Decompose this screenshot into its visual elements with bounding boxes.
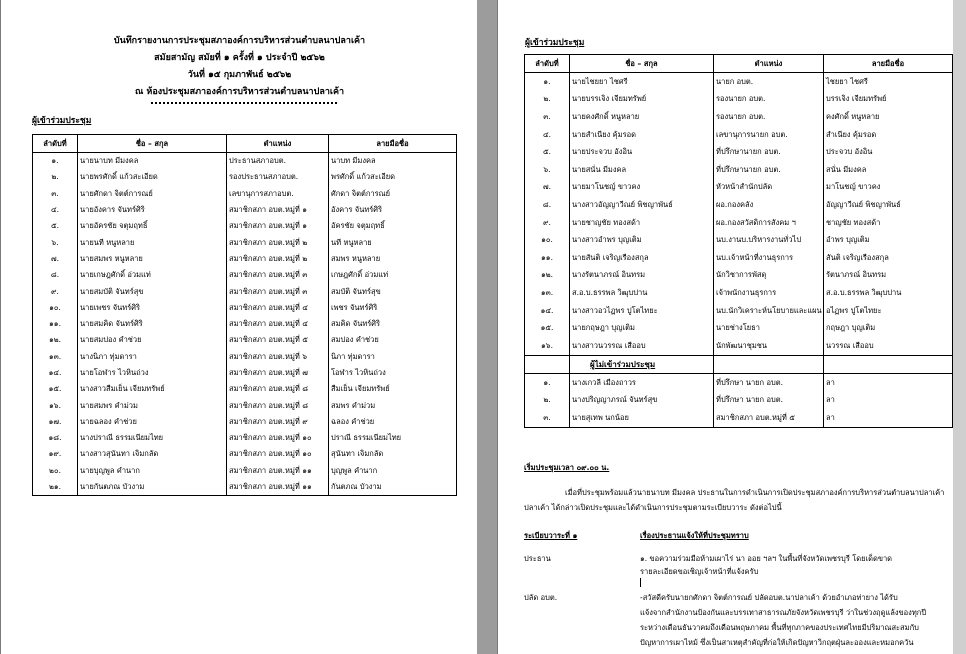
cell-position: สมาชิกสภา อบต.หมู่ที่ ๓ [227, 267, 329, 283]
table-row [33, 349, 457, 365]
cell-signature: พรศักดิ์ แก้วสะเอียด [329, 169, 457, 185]
cell-name: นายสำเนียง คุ้มรอด [570, 126, 714, 144]
cell-no: ๑. [33, 153, 78, 170]
cell-name: นายมาโนชญ์ ขาวคง [570, 179, 714, 197]
table-row [525, 337, 953, 355]
absent-label: ผู้ไม่เข้าร่วมประชุม [590, 359, 656, 369]
cell-name: นางสาวอัญญาวีณย์ พิชญาพันธ์ [570, 196, 714, 214]
cell-signature: สมบัติ จันทร์สุข [329, 283, 457, 299]
table-row [33, 381, 457, 397]
cell-no: ๓. [525, 108, 570, 126]
cell-position: สมาชิกสภา อบต.หมู่ที่ ๑๑ [227, 479, 329, 496]
cell-position: ที่ปรึกษา นายก อบต. [714, 392, 824, 410]
table-row [525, 143, 953, 161]
council-members-table [32, 134, 457, 496]
cell-signature: สนั่น มีมงคล [824, 161, 953, 179]
col-header-no: ลำดับที่ [525, 55, 570, 73]
table-row [525, 374, 953, 392]
cell-name: นางรัตนาภรณ์ อินทรม [570, 267, 714, 285]
cell-signature: ประจวบ อังอิน [824, 143, 953, 161]
attendees-label: ผู้เข้าร่วมประชุม [32, 116, 92, 126]
absentees-body [525, 374, 953, 428]
table-row [525, 91, 953, 109]
cell-position: เลขานุการสภาอบต. [227, 186, 329, 202]
cell-position: หัวหน้าสำนักปลัด [714, 179, 824, 197]
cell-no: ๒. [525, 392, 570, 410]
cell-no: ๑๒. [33, 332, 78, 348]
cell-no: ๔. [525, 126, 570, 144]
page-gap [477, 0, 497, 654]
cell-no: ๗. [525, 179, 570, 197]
table-row [33, 267, 457, 283]
table-row [33, 479, 457, 496]
cell-position: ที่ปรึกษานายก อบต. [714, 143, 824, 161]
table-row [525, 214, 953, 232]
table-row [525, 73, 953, 91]
table-row [525, 267, 953, 285]
cell-no: ๑๔. [525, 302, 570, 320]
speaker-chairman: ประธาน [524, 554, 551, 563]
cell-signature: มาโนชญ์ ขาวคง [824, 179, 953, 197]
cell-name: นายบรรเจิง เจียมทรัพย์ [570, 91, 714, 109]
table-row [33, 316, 457, 332]
absent-section [525, 355, 953, 374]
deputy-line-4: ปัญหาการเผาไหม้ ซึ่งเป็นสาเหตุสำคัญที่ก่อให้เกิดปัญหาวิกฤตฝุ่นละอองและหมอกควัน [640, 638, 914, 647]
cell-name: ส.อ.บ.ธรรพล วิฒุบปาน [570, 284, 714, 302]
table-row [33, 414, 457, 430]
cell-no: ๒๐. [33, 463, 78, 479]
cell-position: สมาชิกสภา อบต.หมู่ที่ ๑ [227, 218, 329, 234]
cell-position: ประธานสภาอบต. [227, 153, 329, 170]
col-header-signature: ลายมือชื่อ [329, 135, 457, 153]
cell-no: ๕. [525, 143, 570, 161]
table-row [525, 126, 953, 144]
cell-position: นายช่างโยธา [714, 319, 824, 337]
cell-name: นายชาญชัย ทองสด้า [570, 214, 714, 232]
cell-name: นางสาวนวรรณ เสืออบ [570, 337, 714, 355]
cell-signature: สำเนียง คุ้มรอด [824, 126, 953, 144]
cell-name: นายสมพร คำม่วม [78, 397, 227, 413]
table-row [525, 179, 953, 197]
cell-position: สมาชิกสภา อบต.หมู่ที่ ๘ [227, 397, 329, 413]
cell-name: นายบุญพูล คำนาก [78, 463, 227, 479]
cell-signature: อไฏพร ปูโตไทยะ [824, 302, 953, 320]
col-header-no: ลำดับที่ [33, 135, 78, 153]
cell-position: ผอ.กองสวัสดิการสังคม ฯ [714, 214, 824, 232]
cell-signature: สมพร หนูหลาย [329, 251, 457, 267]
speaker-deputy: ปลัด อบต. [524, 593, 558, 602]
cell-position: นบ.งานบ.บริหารงานทั่วไป [714, 231, 824, 249]
cell-no: ๘. [525, 196, 570, 214]
cell-signature: นวรรณ เสืออบ [824, 337, 953, 355]
cell-no: ๑๑. [33, 316, 78, 332]
table-row [33, 397, 457, 413]
cell-position: เลขานุการนายก อบต. [714, 126, 824, 144]
table-row [525, 161, 953, 179]
cell-position: รองนายก อบต. [714, 91, 824, 109]
cell-signature: กฤษฎา บุญเติม [824, 319, 953, 337]
table-header-row [33, 135, 457, 153]
deputy-line-2: แจ้งจากสำนักงานป้องกันและบรรเทาสาธารณภัยจังหวัดเพชรบุรี ว่าในช่วงฤดูแล้งของทุกปี [640, 608, 927, 617]
cell-signature: อัครชัย จตุมฤทธิ์ [329, 218, 457, 234]
cell-no: ๒๑. [33, 479, 78, 496]
cell-name: นางนิภา ทุ่มดารา [78, 349, 227, 365]
cell-no: ๒. [33, 169, 78, 185]
cell-signature: อัญญาวีณย์ พิชญาพันธ์ [824, 196, 953, 214]
cell-no: ๑๑. [525, 249, 570, 267]
cell-no: ๑๘. [33, 430, 78, 446]
cell-position: รองนายก อบต. [714, 108, 824, 126]
table-row [525, 196, 953, 214]
col-header-name: ชื่อ – สกุล [78, 135, 227, 153]
cell-no: ๑๔. [33, 365, 78, 381]
cell-name: นายสมพร หนูหลาย [78, 251, 227, 267]
cell-name: นางเกวลี เมืองถาวร [570, 374, 714, 392]
cell-no: ๙. [33, 283, 78, 299]
deputy-line-3: ระหว่างเดือนธันวาคมถึงเดือนพฤษภาคม พื้นที่ทุกภาคของประเทศไทยมีปริมาณสะสมกับ [640, 623, 919, 632]
cell-name: นางสาวอวไฏพร ปูโตไทยะ [570, 302, 714, 320]
cell-no: ๑๕. [525, 319, 570, 337]
cell-name: นายสันติ เจริญเรืองสกุล [570, 249, 714, 267]
table-row [525, 409, 953, 427]
cell-name: นายเพชร จันทร์ศิริ [78, 300, 227, 316]
table-row [525, 231, 953, 249]
cell-no: ๘. [33, 267, 78, 283]
cell-position: สมาชิกสภา อบต.หมู่ที่ ๙ [227, 414, 329, 430]
executives-table [524, 54, 953, 428]
cell-no: ๕. [33, 218, 78, 234]
cell-signature: นาบท มีมงคล [329, 153, 457, 170]
cell-signature: สันติ เจริญเรืองสกุล [824, 249, 953, 267]
executives-body [525, 73, 953, 356]
cell-no: ๒. [525, 91, 570, 109]
cell-name: นายโอฬาร ไวหินถ่วง [78, 365, 227, 381]
cell-name: นายพรศักดิ์ แก้วสะเอียด [78, 169, 227, 185]
cell-name: นางปริญญาภรณ์ จันทร์สุข [570, 392, 714, 410]
table-row [33, 365, 457, 381]
col-header-signature: ลายมือชื่อ [824, 55, 953, 73]
cell-signature: สมคิด จันทร์ศิริ [329, 316, 457, 332]
table-row [33, 218, 457, 234]
cell-signature: ชาญชัย ทองสด้า [824, 214, 953, 232]
cell-no: ๖. [525, 161, 570, 179]
cell-no: ๑๐. [525, 231, 570, 249]
cell-name: นายสมปอง คำช่วย [78, 332, 227, 348]
header-line-4: ณ ห้องประชุมสภาองค์การบริหารส่วนตำบลนาปลาเค้า [134, 87, 345, 97]
cell-position: สมาชิกสภา อบต.หมู่ที่ ๔ [227, 300, 329, 316]
cell-signature: เพชร จันทร์ศิริ [329, 300, 457, 316]
cell-signature: ส.อ.บ.ธรรพล วิฒุบปาน [824, 284, 953, 302]
table-row [33, 186, 457, 202]
cell-name: นางสาวอำพร บุญเติม [570, 231, 714, 249]
table-row [33, 463, 457, 479]
cell-signature: ลา [824, 392, 953, 410]
cell-no: ๑๙. [33, 446, 78, 462]
table-row [525, 249, 953, 267]
cell-position: สมาชิกสภา อบต.หมู่ที่ ๘ [227, 381, 329, 397]
cell-no: ๑. [525, 374, 570, 392]
cell-signature: ลา [824, 409, 953, 427]
chairman-line-1: ๑. ขอความร่วมมือห้ามเผาไร่ นา ออย ฯลฯ ในพื้นที่จังหวัดเพชรบุรี โดยเด็ดขาด [640, 554, 893, 563]
council-members-body [33, 153, 457, 496]
deputy-line-1: -สวัสดีครับนายกศักดา จิตต์การณย์ ปลัดอบต.นาปลาเค้า ด้วยอำเภอท่ายาง ได้รับ [640, 593, 898, 602]
cell-no: ๑๖. [525, 337, 570, 355]
col-header-position: ตำแหน่ง [714, 55, 824, 73]
cell-name: นายนที หนูหลาย [78, 234, 227, 250]
cell-position: สมาชิกสภา อบต.หมู่ที่ ๗ [227, 365, 329, 381]
cell-position: รองประธานสภาอบต. [227, 169, 329, 185]
cell-no: ๑๓. [525, 284, 570, 302]
cell-name: นายนาบท มีมงคล [78, 153, 227, 170]
cell-name: นายศักดา จิตต์การณย์ [78, 186, 227, 202]
absent-label-row [525, 355, 953, 374]
cell-position: ผอ.กองคลัง [714, 196, 824, 214]
attendees-label-2: ผู้เข้าร่วมประชุม [525, 38, 585, 48]
cell-no: ๖. [33, 234, 78, 250]
table-header-row [525, 55, 953, 73]
text-cursor [640, 578, 641, 587]
cell-signature: ไชยยา ไชศรี [824, 73, 953, 91]
cell-no: ๓. [525, 409, 570, 427]
cell-position: สมาชิกสภา อบต.หมู่ที่ ๒ [227, 234, 329, 250]
opening-line-1: เมื่อที่ประชุมพร้อมแล้วนายนาบท มีมงคล ประธานในการดำเนินการเปิดประชุมสภาองค์การบริหารส่วนตำบลนาปลาเค้า [565, 488, 945, 497]
cell-name: นายประจวบ อังอิน [570, 143, 714, 161]
cell-position: สมาชิกสภา อบต.หมู่ที่ ๑ [227, 202, 329, 218]
cell-signature: สุนันทา เจิมกลัด [329, 446, 457, 462]
cell-signature: โอฬาร ไวหินถ่วง [329, 365, 457, 381]
cell-signature: นที หนูหลาย [329, 234, 457, 250]
cell-no: ๙. [525, 214, 570, 232]
cell-no: ๑๐. [33, 300, 78, 316]
table-row [33, 169, 457, 185]
cell-no: ๗. [33, 251, 78, 267]
cell-signature: บุญพูล คำนาก [329, 463, 457, 479]
cell-name: นายเกษฎศักดิ์ อ่วมแท่ [78, 267, 227, 283]
table-row [525, 108, 953, 126]
cell-no: ๑๕. [33, 381, 78, 397]
cell-signature: สืมเย็น เจียมทรัพย์ [329, 381, 457, 397]
table-row [33, 153, 457, 170]
cell-name: นางปราณี ธรรมเนียมไทย [78, 430, 227, 446]
cell-name: นายสนั่น มีมงคล [570, 161, 714, 179]
cell-signature: เกษฎศักดิ์ อ่วมแท่ [329, 267, 457, 283]
cell-name: นายกฤษฎา บุญเติม [570, 319, 714, 337]
table-row [33, 430, 457, 446]
cell-no: ๑. [525, 73, 570, 91]
table-row [33, 251, 457, 267]
cell-no: ๓. [33, 186, 78, 202]
table-row [525, 319, 953, 337]
header-line-1: บันทึกรายงานการประชุมสภาองค์การบริหารส่วนตำบลนาปลาเค้า [113, 36, 366, 46]
cell-position: สมาชิกสภา อบต.หมู่ที่ ๑๐ [227, 446, 329, 462]
cell-position: นายก อบต. [714, 73, 824, 91]
cell-no: ๑๖. [33, 397, 78, 413]
cell-position: นักพัฒนาชุมชน [714, 337, 824, 355]
cell-position: สมาชิกสภา อบต.หมู่ที่ ๖ [227, 349, 329, 365]
cell-name: นายกันตภณ บัวงาม [78, 479, 227, 496]
cell-no: ๑๗. [33, 414, 78, 430]
opening-line-2: ปลาเค้า ได้กล่าวเปิดประชุมและได้ดำเนินการประชุมตามระเบียบวาระ ดังต่อไปนี้ [524, 503, 782, 512]
table-row [33, 300, 457, 316]
cell-position: นบ.เจ้าหน้าที่งานธุรการ [714, 249, 824, 267]
cell-no: ๑๒. [525, 267, 570, 285]
cell-signature: อังคาร จันทร์ศิริ [329, 202, 457, 218]
table-row [33, 234, 457, 250]
cell-signature: สมปอง คำช่วย [329, 332, 457, 348]
cell-position: เจ้าพนักงานธุรการ [714, 284, 824, 302]
cell-name: นายไชยยา ไชศรี [570, 73, 714, 91]
cell-position: สมาชิกสภา อบต.หมู่ที่ ๕ [227, 332, 329, 348]
table-row [525, 392, 953, 410]
cell-position: ที่ปรึกษา นายก อบต. [714, 374, 824, 392]
cell-signature: อำพร บุญเติม [824, 231, 953, 249]
cell-position: สมาชิกสภา อบต.หมู่ที่ ๒ [227, 251, 329, 267]
cell-signature: ลา [824, 374, 953, 392]
cell-no: ๑๓. [33, 349, 78, 365]
cell-position: สมาชิกสภา อบต.หมู่ที่ ๑๐ [227, 430, 329, 446]
cell-position: สมาชิกสภา อบต.หมู่ที่ ๑๑ [227, 463, 329, 479]
table-row [33, 446, 457, 462]
cell-name: นายอังคาร จันทร์ศิริ [78, 202, 227, 218]
table-row [525, 284, 953, 302]
table-row [525, 302, 953, 320]
cell-signature: รัตนาภรณ์ อินทรม [824, 267, 953, 285]
cell-signature: บรรเจิง เจียมทรัพย์ [824, 91, 953, 109]
header-divider [151, 102, 337, 104]
table-row [33, 202, 457, 218]
agenda-title: เรื่องประธานแจ้งให้ที่ประชุมทราบ [640, 531, 749, 540]
cell-signature: คงศักดิ์ หนูหลาย [824, 108, 953, 126]
cell-position: นักวิชาการพัสดุ [714, 267, 824, 285]
cell-position: สมาชิกสภา อบต.หมู่ที่ ๔ [227, 316, 329, 332]
cell-signature: ฉลอง คำช่วย [329, 414, 457, 430]
cell-signature: นิภา ทุ่มดารา [329, 349, 457, 365]
document-page-left [0, 0, 479, 654]
cell-position: สมาชิกสภา อบต.หมู่ที่ ๕ [714, 409, 824, 427]
start-time: เริ่มประชุมเวลา ๐๙.๐๐ น. [524, 463, 610, 472]
header-line-2: สมัยสามัญ สมัยที่ ๑ ครั้งที่ ๑ ประจำปี ๒๕๖๒ [154, 53, 325, 63]
chairman-line-2: รายละเอียดขอเชิญเจ้าหน้าที่แจ้งครับ [640, 567, 759, 576]
cell-name: นางสาวสุนันทา เจิมกลัด [78, 446, 227, 462]
col-header-position: ตำแหน่ง [227, 135, 329, 153]
cell-position: นบ.นักวิเคราะห์นโยบายและแผน [714, 302, 824, 320]
cell-name: นายสุเทพ นกน้อย [570, 409, 714, 427]
cell-signature: สมพร คำม่วม [329, 397, 457, 413]
cell-name: นายอัครชัย จตุมฤทธิ์ [78, 218, 227, 234]
cell-signature: ปราณี ธรรมเนียมไทย [329, 430, 457, 446]
col-header-name: ชื่อ – สกุล [570, 55, 714, 73]
header-line-3: วันที่ ๑๕ กุมภาพันธ์ ๒๕๖๒ [187, 70, 292, 80]
cell-name: นายฉลอง คำช่วย [78, 414, 227, 430]
cell-name: นายคงศักดิ์ หนูหลาย [570, 108, 714, 126]
table-row [33, 283, 457, 299]
vertical-scrollbar[interactable] [953, 0, 966, 654]
agenda-label: ระเบียบวาระที่ ๑ [524, 531, 578, 540]
cell-position: สมาชิกสภา อบต.หมู่ที่ ๓ [227, 283, 329, 299]
cell-position: ที่ปรึกษานายก อบต. [714, 161, 824, 179]
cell-signature: ศักดา จิตต์การณย์ [329, 186, 457, 202]
cell-name: นางสาวสืมเย็น เจียมทรัพย์ [78, 381, 227, 397]
table-row [33, 332, 457, 348]
cell-no: ๔. [33, 202, 78, 218]
cell-signature: กันตภณ บัวงาม [329, 479, 457, 496]
cell-name: นายสมคิด จันทร์ศิริ [78, 316, 227, 332]
cell-name: นายสมบัติ จันทร์สุข [78, 283, 227, 299]
